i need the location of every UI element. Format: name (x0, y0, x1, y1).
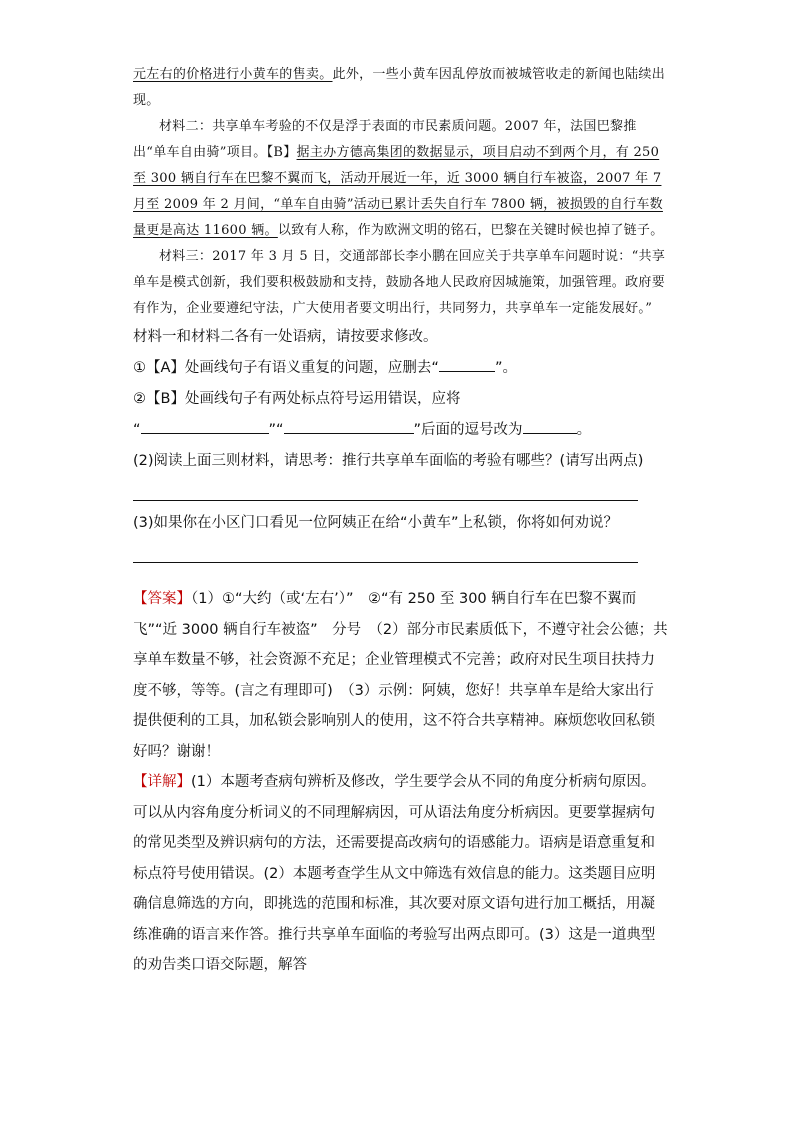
fill-blank-b2[interactable] (284, 419, 414, 434)
detail-label: 【详解】 (133, 774, 191, 790)
question-1a-text: ①【A】处画线句子有语义重复的问题，应删去“ (133, 360, 439, 376)
page-content (133, 62, 668, 981)
material-one-rest: 此外，一些小黄车因乱停放而被城管收走的新闻也陆续出现。 (133, 67, 666, 108)
underlined-sentence-a-tail: 元左右的价格进行小黄车的售卖。 (133, 67, 333, 82)
answer-line-q3[interactable] (133, 539, 668, 570)
quote-end: 。 (576, 422, 592, 438)
answer-text: （1）①“大约（或‘左右’）” ②“有 250 至 300 辆自行车在巴黎不翼而飞”“近 3000 辆自行车被盗” 分号 （2）部分市民素质低下，不遵守社会公德；共享单车数量不够，社会资源不充足；企业管理模式不完善；政府对民生项目扶持力度不够，等等。(言之有理即可) （3）示例：阿姨，您好！共享单车是给大家出行提供便利的工具，加私锁会影响别人的使用，这不符合共享精神。麻烦您收回私锁好吗？谢谢！ (133, 591, 668, 760)
question-1b: ②【B】处画线句子有两处标点符号运用错误，应将 (133, 391, 461, 407)
fill-blank-b3[interactable] (523, 419, 577, 434)
material-one-tail (133, 62, 668, 114)
answer-label: 【答案】 (133, 591, 191, 607)
answer-paragraph (133, 584, 668, 767)
quote-after: ”后面的逗号改为 (413, 422, 523, 438)
quote-open: “ (133, 422, 141, 438)
questions-section (133, 322, 668, 570)
materials-section (133, 62, 668, 322)
quote-mid: ”“ (268, 422, 284, 438)
question-3: (3)如果你在小区门口看见一位阿姨正在给“小黄车”上私锁，你将如何劝说？ (133, 515, 619, 531)
question-1a (133, 353, 668, 384)
detail-text: (1）本题考查病句辨析及修改，学生要学会从不同的角度分析病句原因。可以从内容角度分析词义的不同理解病因，可从语法角度分析病因。更要掌握病句的常见类型及辨识病句的方法，还需要提高改病句的语感能力。语病是语意重复和标点符号使用错误。(2）本题考查学生从文中筛选有效信息的能力。这类题目应明确信息筛选的方向，即挑选的范围和标准，其次要对原文语句进行加工概括，用凝练准确的语言来作答。推行共享单车面临的考验写出两点即可。(3）这是一道典型的劝告类口语交际题，解答 (133, 774, 656, 973)
material-three: 材料三：2017 年 3 月 5 日，交通部部长李小鹏在回应关于共享单车问题时说：“共享单车是模式创新，我们要积极鼓励和支持，鼓励各地人民政府因城施策，加强管理。政府要有作为，企业要遵纪守法，广大使用者要文明出行，共同努力，共享单车一定能发展好。” (133, 249, 666, 316)
question-2: (2)阅读上面三则材料，请思考：推行共享单车面临的考验有哪些？(请写出两点) (133, 453, 644, 469)
material-two-start: 材料二：共享单车考验的不仅是浮于表面的市民素质问题。2007 年，法国巴黎推出“单车自由骑”项目。【B】 (133, 119, 637, 160)
material-two (133, 114, 668, 244)
answer-section (133, 584, 668, 981)
question-1b-blanks (133, 415, 668, 446)
fill-blank-b1[interactable] (141, 419, 269, 434)
fill-blank-a[interactable] (439, 357, 495, 372)
detail-paragraph (133, 767, 668, 981)
question-1a-close: ”。 (494, 360, 517, 376)
answer-line-q2[interactable] (133, 477, 668, 508)
material-two-end: 以致有人称，作为欧洲文明的铭石，巴黎在关键时候也掉了链子。 (277, 223, 664, 238)
question-intro: 材料一和材料二各有一处语病，请按要求修改。 (133, 329, 438, 345)
underlined-sentence-b: 据主办方德高集团的数据显示，项目启动不到两个月，有 250 至 300 辆自行车在巴黎不翼而飞，活动开展近一年，近 3000 辆自行车被盗，2007 年 7 月至 2009 年 2 月间，“单车自由骑”活动已累计丢失自行车 7800 辆，被损毁的自行车数量更是高达 11600 辆。 (133, 145, 663, 238)
